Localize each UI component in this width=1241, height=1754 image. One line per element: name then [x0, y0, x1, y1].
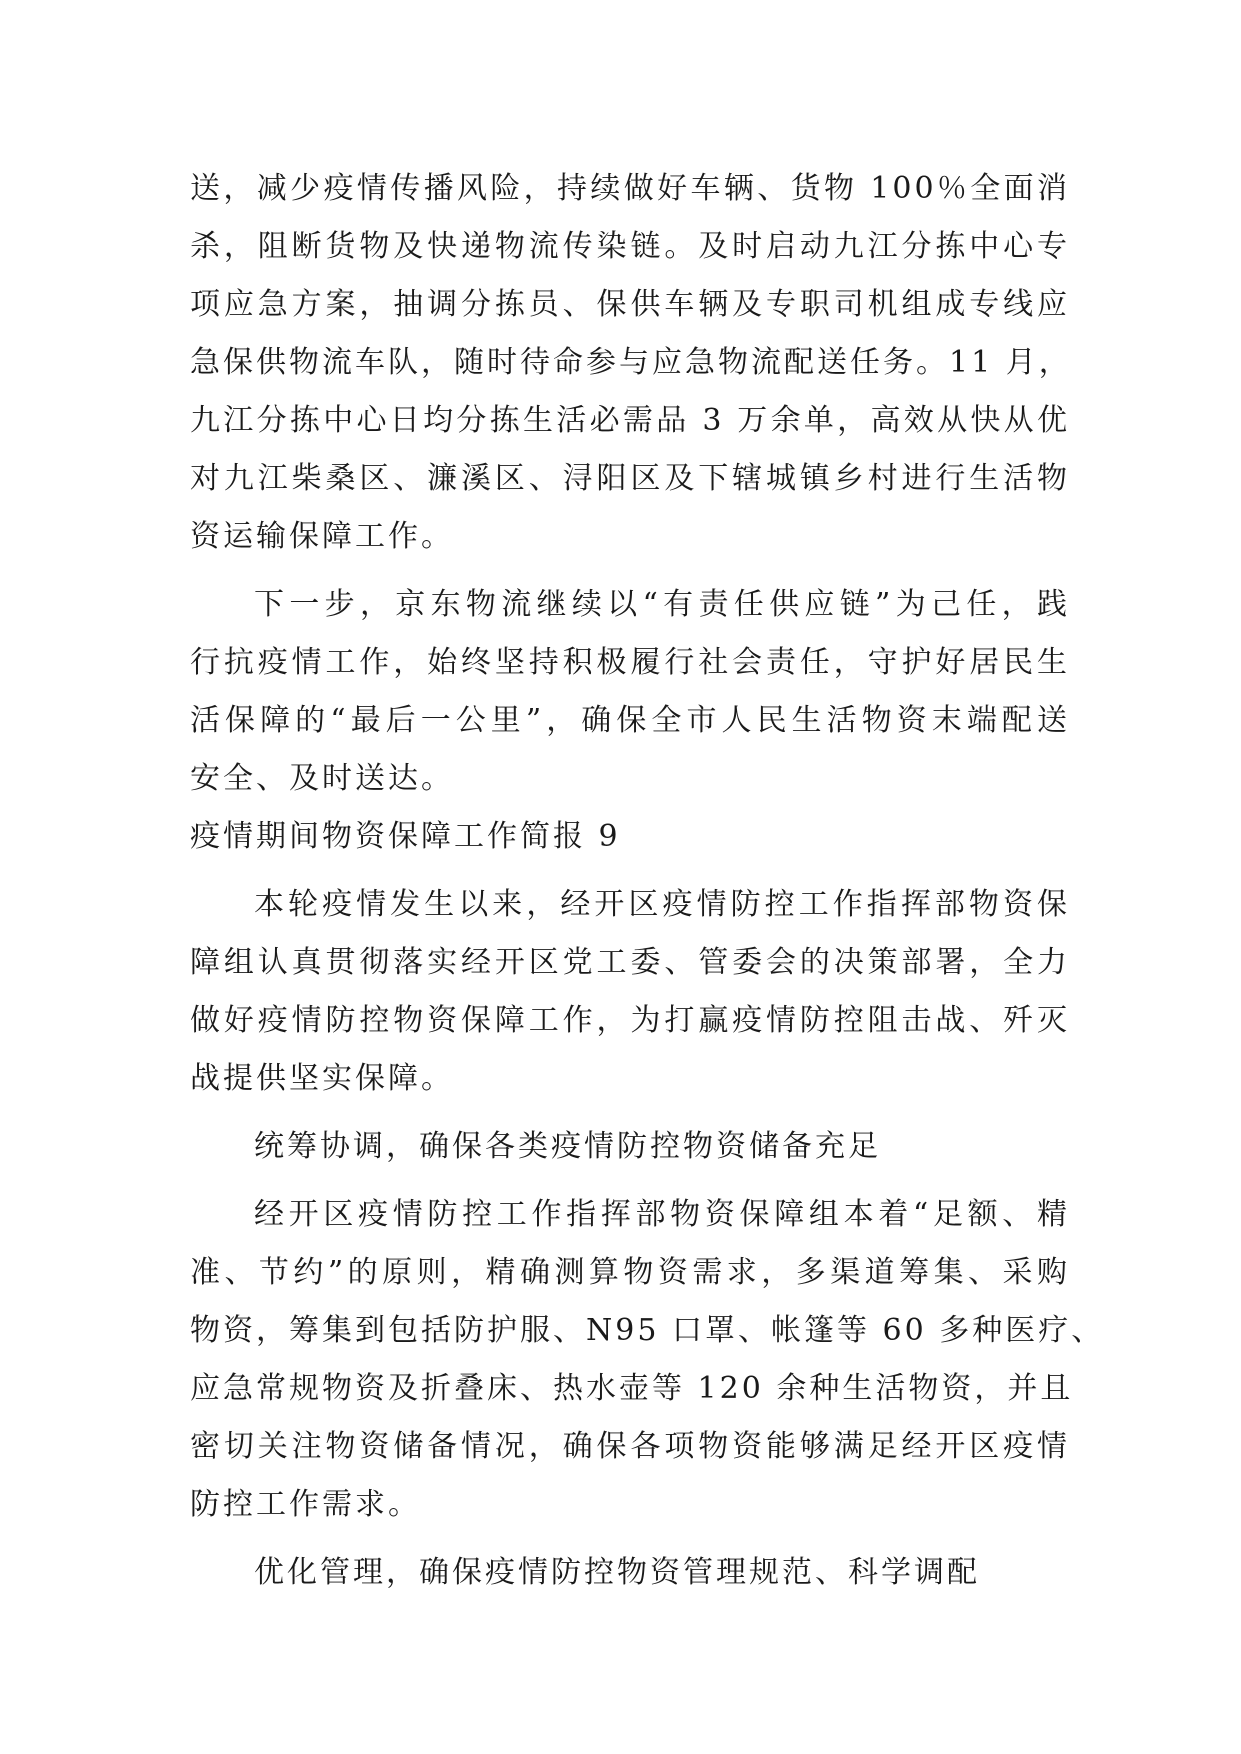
text-line: 做好疫情防控物资保障工作，为打赢疫情防控阻击战、歼灭	[190, 1003, 1070, 1038]
subheading: 优化管理，确保疫情防控物资管理规范、科学调配	[254, 1555, 980, 1590]
text-line: 下一步，京东物流继续以“有责任供应链”为己任，践	[254, 587, 1070, 622]
text-line: 急保供物流车队，随时待命参与应急物流配送任务。11 月，	[190, 345, 1072, 380]
text-line: 应急常规物资及折叠床、热水壶等 120 余种生活物资，并且	[190, 1371, 1074, 1406]
text-line: 障组认真贯彻落实经开区党工委、管委会的决策部署，全力	[190, 945, 1070, 980]
paragraph-spacer	[190, 1534, 1070, 1544]
text-line: 密切关注物资储备情况，确保各项物资能够满足经开区疫情	[190, 1429, 1070, 1464]
document-body	[190, 160, 1105, 1602]
paragraph-spacer	[190, 566, 1070, 576]
text-line: 对九江柴桑区、濂溪区、浔阳区及下辖城镇乡村进行生活物	[190, 461, 1070, 496]
text-line: 九江分拣中心日均分拣生活必需品 3 万余单，高效从快从优	[190, 403, 1070, 438]
paragraph-spacer	[190, 866, 1070, 876]
paragraph-spacer	[190, 1176, 1070, 1186]
text-line: 活保障的“最后一公里”，确保全市人民生活物资末端配送	[190, 703, 1070, 738]
text-line: 送，减少疫情传播风险，持续做好车辆、货物 100％全面消	[190, 171, 1070, 206]
text-line: 杀，阻断货物及快递物流传染链。及时启动九江分拣中心专	[190, 229, 1070, 264]
text-line: 经开区疫情防控工作指挥部物资保障组本着“足额、精	[254, 1197, 1070, 1232]
text-line: 战提供坚实保障。	[190, 1061, 454, 1096]
text-line: 物资，筹集到包括防护服、N95 口罩、帐篷等 60 多种医疗、	[190, 1313, 1105, 1348]
text-line: 项应急方案，抽调分拣员、保供车辆及专职司机组成专线应	[190, 287, 1070, 322]
text-line: 安全、及时送达。	[190, 761, 454, 796]
section-heading: 疫情期间物资保障工作简报 9	[190, 819, 621, 854]
subheading: 统筹协调，确保各类疫情防控物资储备充足	[254, 1129, 881, 1164]
text-line: 本轮疫情发生以来，经开区疫情防控工作指挥部物资保	[254, 887, 1070, 922]
paragraph-spacer	[190, 1108, 1070, 1118]
text-line: 准、节约”的原则，精确测算物资需求，多渠道筹集、采购	[190, 1255, 1070, 1290]
text-line: 行抗疫情工作，始终坚持积极履行社会责任，守护好居民生	[190, 645, 1070, 680]
text-line: 资运输保障工作。	[190, 519, 454, 554]
text-line: 防控工作需求。	[190, 1487, 421, 1522]
